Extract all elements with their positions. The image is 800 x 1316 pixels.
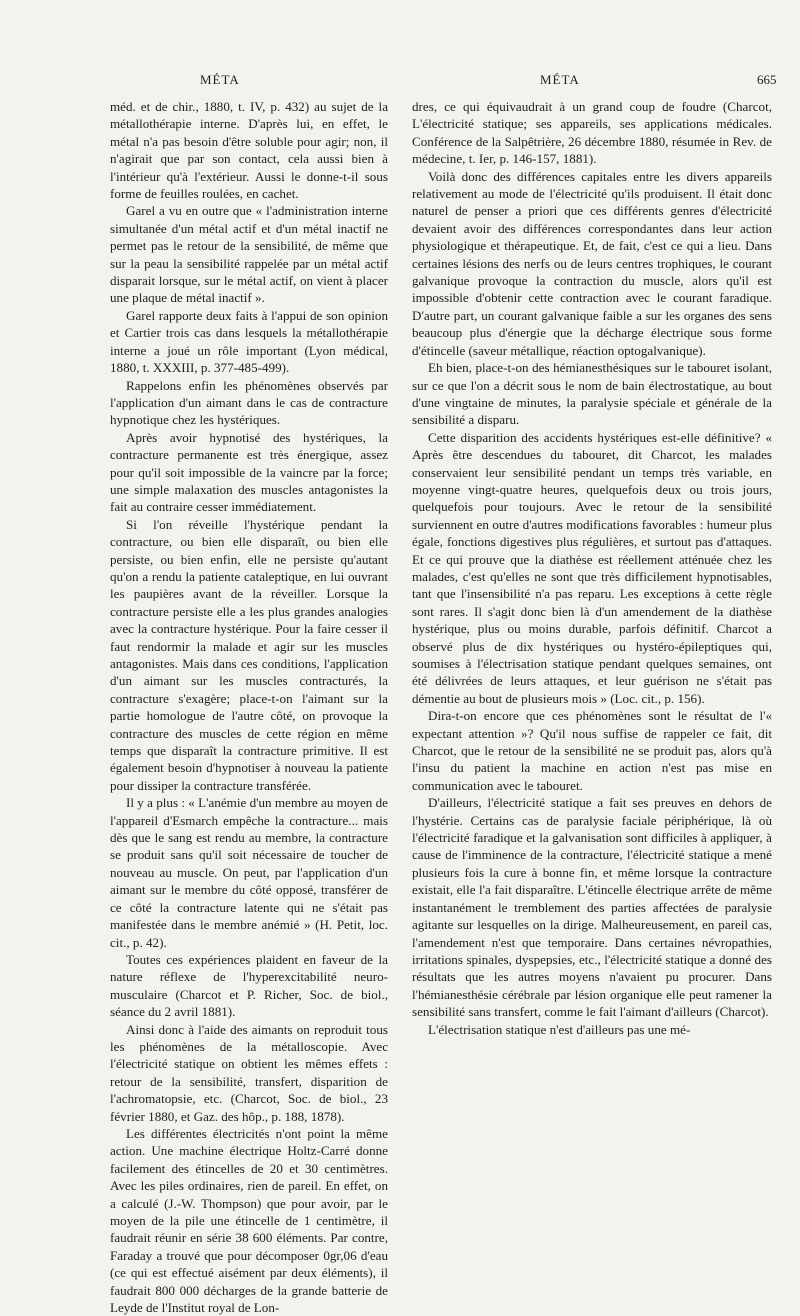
- left-column: [110, 98, 388, 1316]
- paragraph: Il y a plus : « L'anémie d'un membre au moyen de l'appareil d'Esmarch empêche la contracture... mais dès que le sang est rendu au membre, la contracture se produit sans qu'il soit nécessaire de toucher de nouveau au muscle. On peut, par l'application d'un aimant sur le membre du côté opposé, transférer de ce côté la contracture latente qui ne s'était pas manifestée dans le membre anémié » (H. Petit, loc. cit., p. 42).: [110, 795, 388, 950]
- page-number: 665: [757, 72, 777, 87]
- paragraph: Les différentes électricités n'ont point la même action. Une machine électrique Holtz-Carré donne facilement des étincelles de 20 et 30 centimètres. Avec les piles ordinaires, rien de pareil. En effet, on a calculé (J.-W. Thompson) que pour avoir, par le moyen de la pile une étincelle de 1 centimètre, il faudrait réunir en série 38 600 éléments. Par contre, Faraday a trouvé que pour décomposer 0gr,06 d'eau (ce qui est effectué aisément par deux éléments), il faudrait 800 000 décharges de la grande batterie de Leyde de l'Institut royal de Lon-: [110, 1125, 388, 1316]
- paragraph: Voilà donc des différences capitales entre les divers appareils relativement au mode de l'électricité qu'ils produisent. Il était donc naturel de penser a priori que ces différents genres d'électricité devaient avoir des différences correspondantes dans leur action physiologique et thérapeutique. Et, de fait, c'est ce qui a lieu. Dans certaines lésions des nerfs ou de leurs centres trophiques, le courant galvanique provoque la contraction du muscle, alors qu'il est impossible d'obtenir cette contraction avec le courant faradique. D'autre part, un courant galvanique faible a sur les organes des sens beaucoup plus d'énergie que la décharge électrique sous forme d'étincelle (saveur métallique, réaction optogalvanique).: [412, 168, 772, 358]
- running-head-left: MÉTA: [200, 72, 240, 87]
- paragraph: Toutes ces expériences plaident en faveur de la nature réflexe de l'hyperexcitabilité neuro-musculaire (Charcot et P. Richer, Soc. de biol., séance du 2 avril 1881).: [110, 951, 388, 1020]
- right-column: [412, 98, 772, 1038]
- paragraph: Eh bien, place-t-on des hémianesthésiques sur le tabouret isolant, sur ce que l'on a décrit sous le nom de bain électrostatique, au bout d'une vingtaine de minutes, la paralysie spéciale et générale de la sensibilité a disparu.: [412, 360, 772, 428]
- paragraph: Rappelons enfin les phénomènes observés par l'application d'un aimant dans le cas de contracture hypnotique chez les hystériques.: [110, 377, 388, 428]
- paragraph: Ainsi donc à l'aide des aimants on reproduit tous les phénomènes de la métalloscopie. Avec l'électricité statique on obtient les mêmes effets : retour de la sensibilité, transfert, disparition de l'achromatopsie, etc. (Charcot, Soc. de biol., 23 février 1880, et Gaz. des hôp., p. 188, 1878).: [110, 1021, 388, 1124]
- paragraph: Dira-t-on encore que ces phénomènes sont le résultat de l'« expectant attention »? Qu'il nous suffise de rappeler ce fait, dit Charcot, que le retour de la sensibilité ne se produit pas, alors qu'à l'insu du patient la machine en action n'est pas mise en communication avec le tabouret.: [412, 708, 772, 793]
- paragraph: dres, ce qui équivaudrait à un grand coup de foudre (Charcot, L'électricité statique; ses appareils, ses applications médicales. Conférence de la Salpêtrière, 26 décembre 1880, résumée in Rev. de médecine, t. Ier, p. 146-157, 1881).: [412, 99, 772, 167]
- running-head-right: MÉTA: [540, 72, 580, 87]
- paragraph: L'électrisation statique n'est d'ailleurs pas une mé-: [428, 1021, 691, 1037]
- paragraph: Garel a vu en outre que « l'administration interne simultanée d'un métal actif et d'un métal inactif ne permet pas le retour de la sensibilité, de même que sur la peau la sensibilité rappelée par un métal actif disparait lorsque, sur le métal actif, on vient à placer une plaque de métal inactif ».: [110, 203, 388, 306]
- paragraph: Si l'on réveille l'hystérique pendant la contracture, ou bien elle disparaît, ou bien elle persiste, ou bien enfin, elle ne persiste qu'autant qu'on a rendu la patiente cataleptique, en lui ouvrant les paupières avant de la réveiller. Lorsque la contracture persiste elle a les plus grandes analogies avec la contracture hystérique. Pour la faire cesser il faut rendormir la malade et agir sur les muscles antagonistes. Mais dans ces conditions, l'application d'un aimant sur les muscles contracturés, la contracture s'exagère; place-t-on l'aimant sur la partie homologue de l'autre côté, on provoque la contracture des muscles de cette région en même temps que disparaît la contracture primitive. Il est également besoin d'hypnotiser à nouveau la patiente pour dissiper la contracture transférée.: [110, 516, 388, 793]
- paragraph: D'ailleurs, l'électricité statique a fait ses preuves en dehors de l'hystérie. Certains cas de paralysie faciale périphérique, là où l'électricité faradique et la galvanisation sont difficiles à appliquer, à cause de l'imminence de la contracture, l'électricité statique a mené plusieurs fois la cure à bonne fin, et même lorsque la contracture existait, elle l'a fait disparaître. L'étincelle électrique arrête de même instantanément le tremblement des parties affectées de paralysie agitante sur lesquelles on la dirige. Malheureusement, en pareil cas, l'amendement n'est que temporaire. Dans certaines névropathies, irritations spinales, dyspepsies, etc., l'électricité statique a donné des résultats que les autres moyens n'avaient pu procurer. Dans l'hémianesthésie cérébrale par lésion organique elle peut ramener la sensibilité sans transfert, comme le fait l'aimant d'ailleurs (Charcot).: [412, 795, 772, 1020]
- paragraph: Garel rapporte deux faits à l'appui de son opinion et Cartier trois cas dans lesquels la métallothérapie interne a joué un rôle important (Lyon médical, 1880, t. XXXIII, p. 377-485-499).: [110, 307, 388, 376]
- paragraph: méd. et de chir., 1880, t. IV, p. 432) au sujet de la métallothérapie interne. D'après lui, en effet, le métal n'a pas besoin d'être soluble pour agir; non, il n'agirait que par son contact, cela aussi bien à l'intérieur qu'à l'extérieur. Aussi le donne-t-il sous forme de feuilles roulées, en cachet.: [110, 99, 388, 202]
- paragraph: Cette disparition des accidents hystériques est-elle définitive? « Après être descendues du tabouret, dit Charcot, les malades conservaient leur sensibilité pendant un temps très variable, en moyenne vingt-quatre heures, quelquefois deux ou trois jours, quelquefois pour toujours. Avec le retour de la sensibilité surviennent en outre d'autres modifications favorables : humeur plus égale, fonctions digestives plus régulières, et surtout pas d'attaques. Et ce qui prouve que la diathèse est réellement atténuée chez les malades, c'est qu'elles ne sont que très difficilement hypnotisables, tant que l'insensibilité n'a pas reparu. Les exceptions à cette règle sont rares. Il s'agit donc bien là d'un amendement de la diathèse hystérique, plus ou moins durable, parfois définitif. Charcot a observé plus de dix hystériques ou hystéro-épileptiques qui, soumises à l'électrisation statique pendant quelques semaines, ont été délivrées de leurs attaques, et leur guérison ne s'était pas démentie au bout de plusieurs mois » (Loc. cit., p. 156).: [412, 429, 772, 706]
- paragraph: Après avoir hypnotisé des hystériques, la contracture permanente est très énergique, assez pour qu'il soit impossible de la vaincre par la force; une simple malaxation des muscles antagonistes la fait au contraire cesser immédiatement.: [110, 429, 388, 515]
